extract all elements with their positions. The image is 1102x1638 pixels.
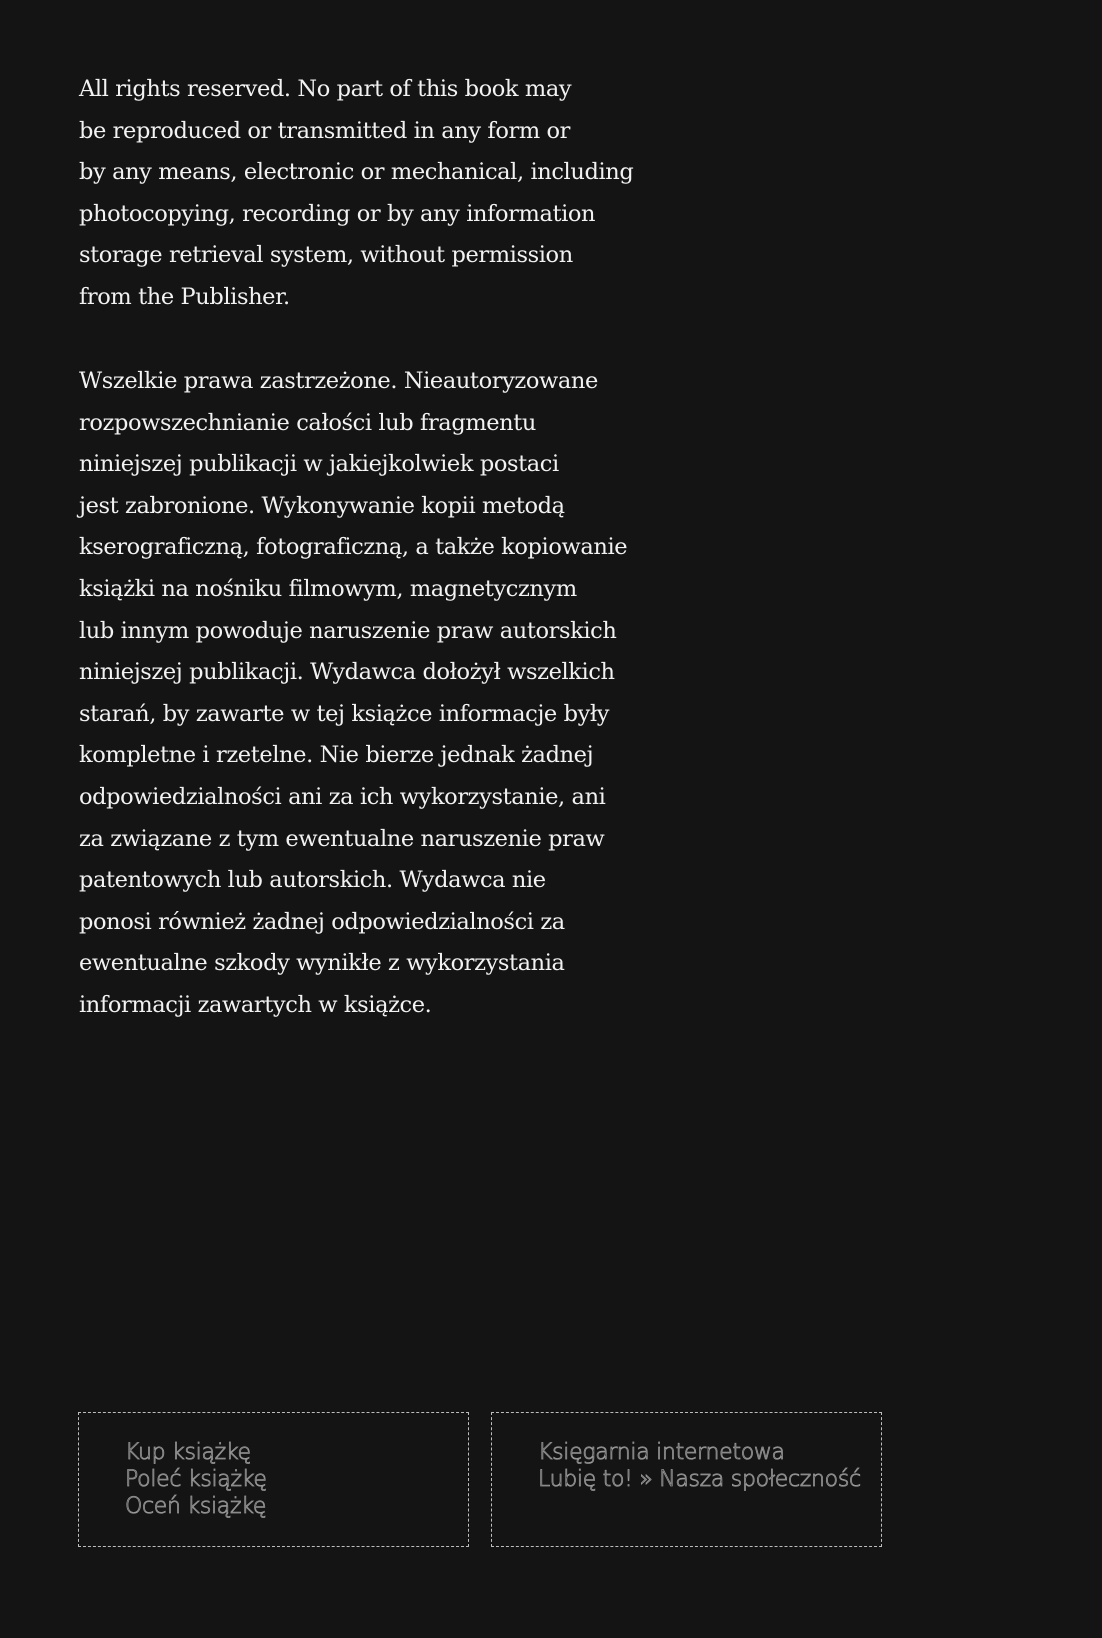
copyright-notice-english	[79, 69, 679, 319]
copyright-pl-line: niniejszej publikacji. Wydawca dołożył wszelkich	[79, 659, 615, 686]
copyright-pl-line: lub innym powoduje naruszenie praw autorskich	[79, 617, 617, 644]
copyright-pl-line: za związane z tym ewentualne naruszenie praw	[79, 825, 605, 852]
online-bookstore-link[interactable]: Księgarnia internetowa	[538, 1440, 785, 1465]
copyright-pl-line: informacji zawartych w książce.	[79, 991, 432, 1018]
recommend-book-link[interactable]: Poleć książkę	[125, 1467, 267, 1492]
publisher-links-box	[491, 1412, 882, 1547]
copyright-pl-line: rozpowszechnianie całości lub fragmentu	[79, 409, 536, 436]
book-actions-box	[78, 1412, 469, 1547]
copyright-pl-line: kserograficzną, fotograficzną, a także kopiowanie	[79, 534, 628, 561]
copyright-pl-line: jest zabronione. Wykonywanie kopii metodą	[79, 492, 565, 519]
copyright-pl-line: ewentualne szkody wynikłe z wykorzystania	[79, 950, 565, 977]
copyright-pl-line: książki na nośniku filmowym, magnetycznym	[79, 575, 577, 602]
copyright-pl-line: patentowych lub autorskich. Wydawca nie	[79, 867, 546, 894]
copyright-en-line: storage retrieval system, without permission	[79, 242, 573, 269]
copyright-en-line: be reproduced or transmitted in any form or	[79, 117, 571, 144]
community-link[interactable]: Lubię to! » Nasza społeczność	[538, 1467, 861, 1492]
rate-book-link[interactable]: Oceń książkę	[125, 1494, 267, 1519]
copyright-en-line: photocopying, recording or by any information	[79, 200, 596, 227]
copyright-en-line: All rights reserved. No part of this book may	[79, 76, 572, 102]
copyright-pl-line: niniejszej publikacji w jakiejkolwiek postaci	[79, 451, 559, 478]
copyright-pl-line: ponosi również żadnej odpowiedzialności za	[79, 908, 565, 935]
copyright-en-line: from the Publisher.	[79, 283, 290, 310]
copyright-en-line: by any means, electronic or mechanical, including	[79, 159, 634, 186]
copyright-pl-line: kompletne i rzetelne. Nie bierze jednak żadnej	[79, 742, 594, 769]
copyright-pl-line: odpowiedzialności ani za ich wykorzystanie, ani	[79, 783, 606, 810]
buy-book-link[interactable]: Kup książkę	[125, 1440, 251, 1465]
copyright-pl-line: starań, by zawarte w tej książce informacje były	[79, 700, 610, 727]
copyright-notice-polish	[79, 361, 679, 1027]
copyright-pl-line: Wszelkie prawa zastrzeżone. Nieautoryzowane	[79, 368, 598, 394]
